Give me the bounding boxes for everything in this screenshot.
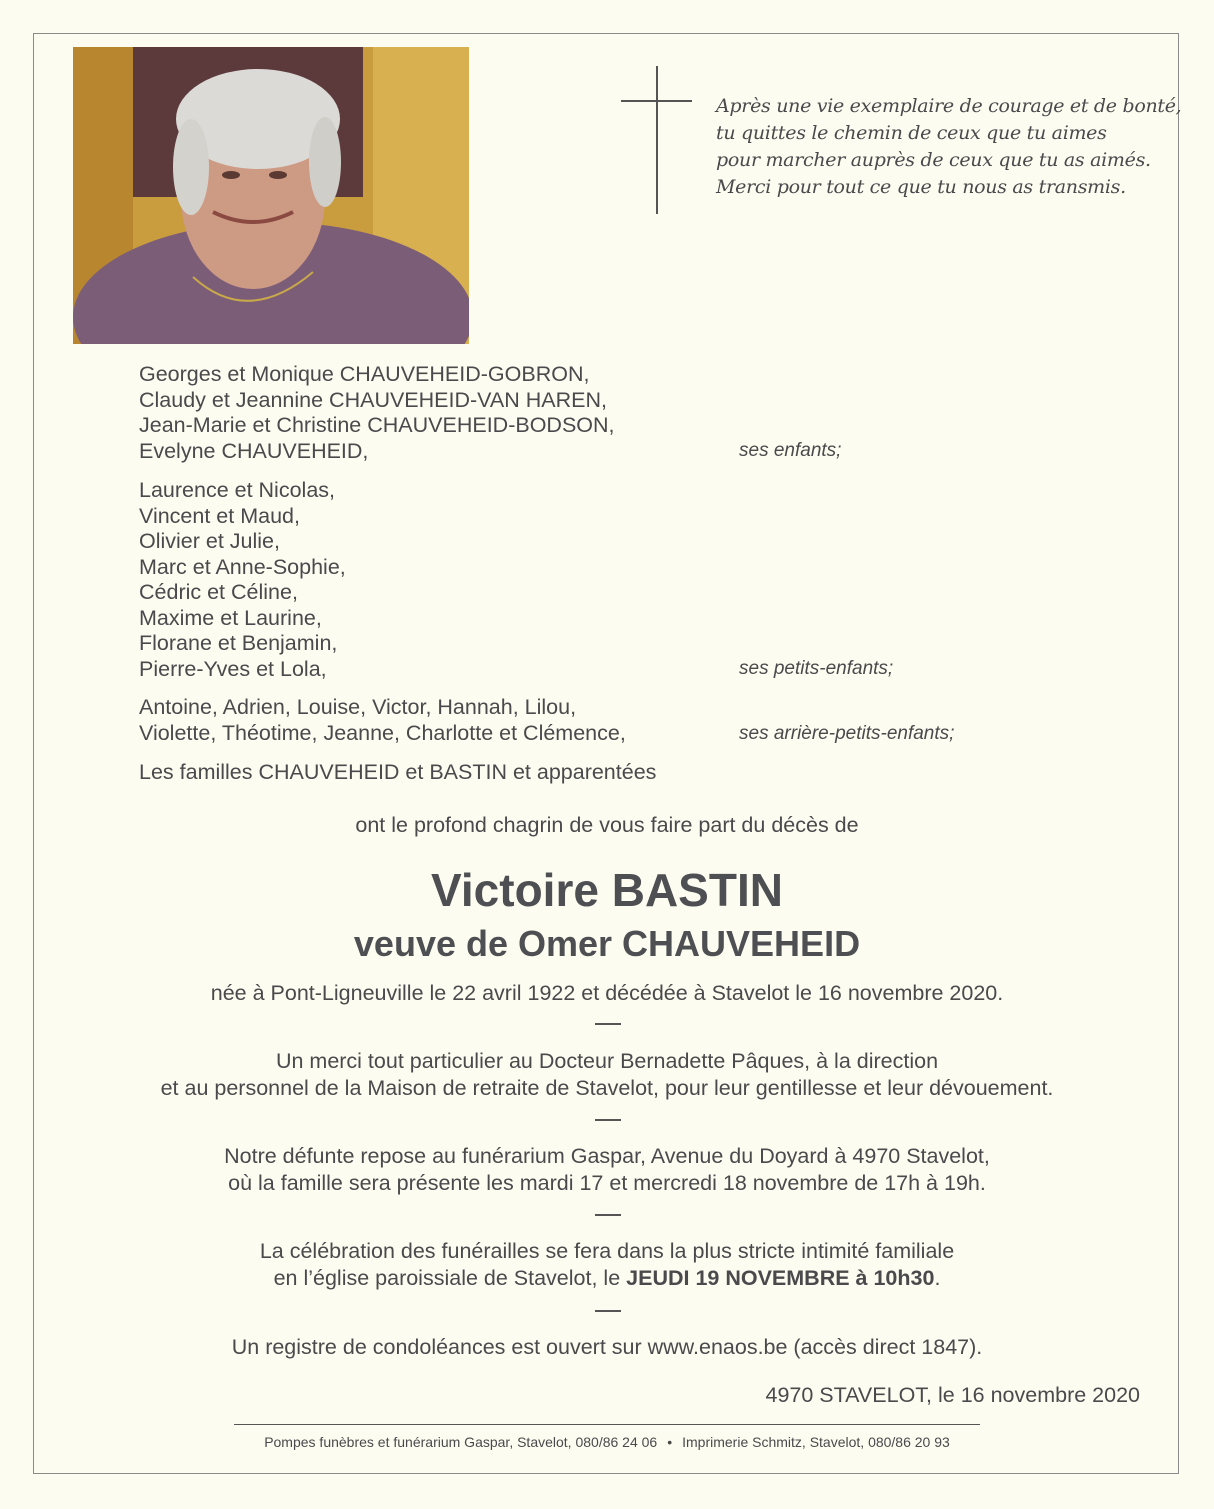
separator-dash [595, 1310, 621, 1312]
grandchild-name: Pierre-Yves et Lola, [139, 656, 327, 681]
footer-printer: Imprimerie Schmitz, Stavelot, 080/86 20 93 [682, 1434, 950, 1450]
grandchild-name: Cédric et Céline, [139, 580, 298, 604]
grandchild-name: Maxime et Laurine, [139, 605, 322, 630]
deceased-name: Victoire BASTIN [431, 864, 783, 916]
great-grandchild-names: Violette, Théotime, Jeanne, Charlotte et Clémence, [139, 720, 626, 745]
announcement: ont le profond chagrin de vous faire part du décès de [355, 813, 859, 837]
great-grandchildren-list [139, 695, 626, 746]
visitation-text [60, 1143, 1154, 1197]
widow-of: veuve de Omer CHAUVEHEID [353, 923, 861, 964]
footer-separator: • [667, 1434, 673, 1450]
children-list [139, 362, 615, 464]
cross-horizontal [621, 100, 692, 102]
separator-dash [595, 1214, 621, 1216]
separator-dash [595, 1119, 621, 1121]
footer-funeral-home: Pompes funèbres et funérarium Gaspar, Stavelot, 080/86 24 06 [264, 1434, 658, 1450]
separator-dash [595, 1023, 621, 1025]
birth-death-dates: née à Pont-Ligneuville le 22 avril 1922 et décédée à Stavelot le 16 novembre 2020. [210, 981, 1004, 1005]
grandchild-name: Florane et Benjamin, [139, 631, 338, 655]
portrait-photo [73, 47, 469, 344]
grandchildren-relation: ses petits-enfants; [739, 658, 894, 679]
place-date: 4970 STAVELOT, le 16 novembre 2020 [765, 1383, 1140, 1407]
poem-line: pour marcher auprès de ceux que tu as aimés. [716, 149, 1151, 171]
poem-line: Merci pour tout ce que tu nous as transmis. [716, 176, 1126, 198]
footer-rule [234, 1424, 980, 1425]
families-line: Les familles CHAUVEHEID et BASTIN et apparentées [139, 760, 657, 784]
child-name: Georges et Monique CHAUVEHEID-GOBRON, [139, 362, 590, 386]
children-relation: ses enfants; [739, 440, 842, 461]
grandchild-name: Vincent et Maud, [139, 503, 300, 528]
thanks-line: Un merci tout particulier au Docteur Bernadette Pâques, à la direction [275, 1049, 939, 1073]
poem-line: Après une vie exemplaire de courage et de bonté, [716, 95, 1182, 117]
condolence-registry: Un registre de condoléances est ouvert sur www.enaos.be (accès direct 1847). [231, 1335, 983, 1359]
visitation-line: où la famille sera présente les mardi 17 et mercredi 18 novembre de 17h à 19h. [228, 1171, 986, 1195]
ceremony-line [60, 1265, 1154, 1292]
thanks-line: et au personnel de la Maison de retraite de Stavelot, pour leur gentillesse et leur dévouement. [160, 1076, 1054, 1100]
child-name: Claudy et Jeannine CHAUVEHEID-VAN HAREN, [139, 387, 607, 412]
grandchild-name: Olivier et Julie, [139, 529, 280, 553]
grandchild-name: Laurence et Nicolas, [139, 478, 335, 502]
child-name: Evelyne CHAUVEHEID, [139, 438, 369, 463]
great-grandchild-names: Antoine, Adrien, Louise, Victor, Hannah, Lilou, [139, 695, 577, 719]
ceremony-prefix: en l’église paroissiale de Stavelot, le [273, 1266, 627, 1290]
ceremony-date: JEUDI 19 NOVEMBRE à 10h30 [626, 1266, 935, 1290]
poem [716, 93, 1182, 201]
ceremony-line: La célébration des funérailles se fera dans la plus stricte intimité familiale [259, 1239, 955, 1263]
visitation-line: Notre défunte repose au funérarium Gaspar, Avenue du Doyard à 4970 Stavelot, [224, 1144, 990, 1168]
poem-line: tu quittes le chemin de ceux que tu aimes [716, 122, 1107, 144]
thanks-text [60, 1048, 1154, 1102]
ceremony-suffix: . [934, 1266, 941, 1290]
great-grandchildren-relation: ses arrière-petits-enfants; [739, 723, 955, 744]
footer [60, 1434, 1154, 1450]
ceremony-text [60, 1238, 1154, 1292]
grandchild-name: Marc et Anne-Sophie, [139, 554, 346, 579]
child-name: Jean-Marie et Christine CHAUVEHEID-BODSON, [139, 413, 615, 437]
grandchildren-list [139, 478, 346, 682]
cross-vertical [656, 66, 658, 214]
